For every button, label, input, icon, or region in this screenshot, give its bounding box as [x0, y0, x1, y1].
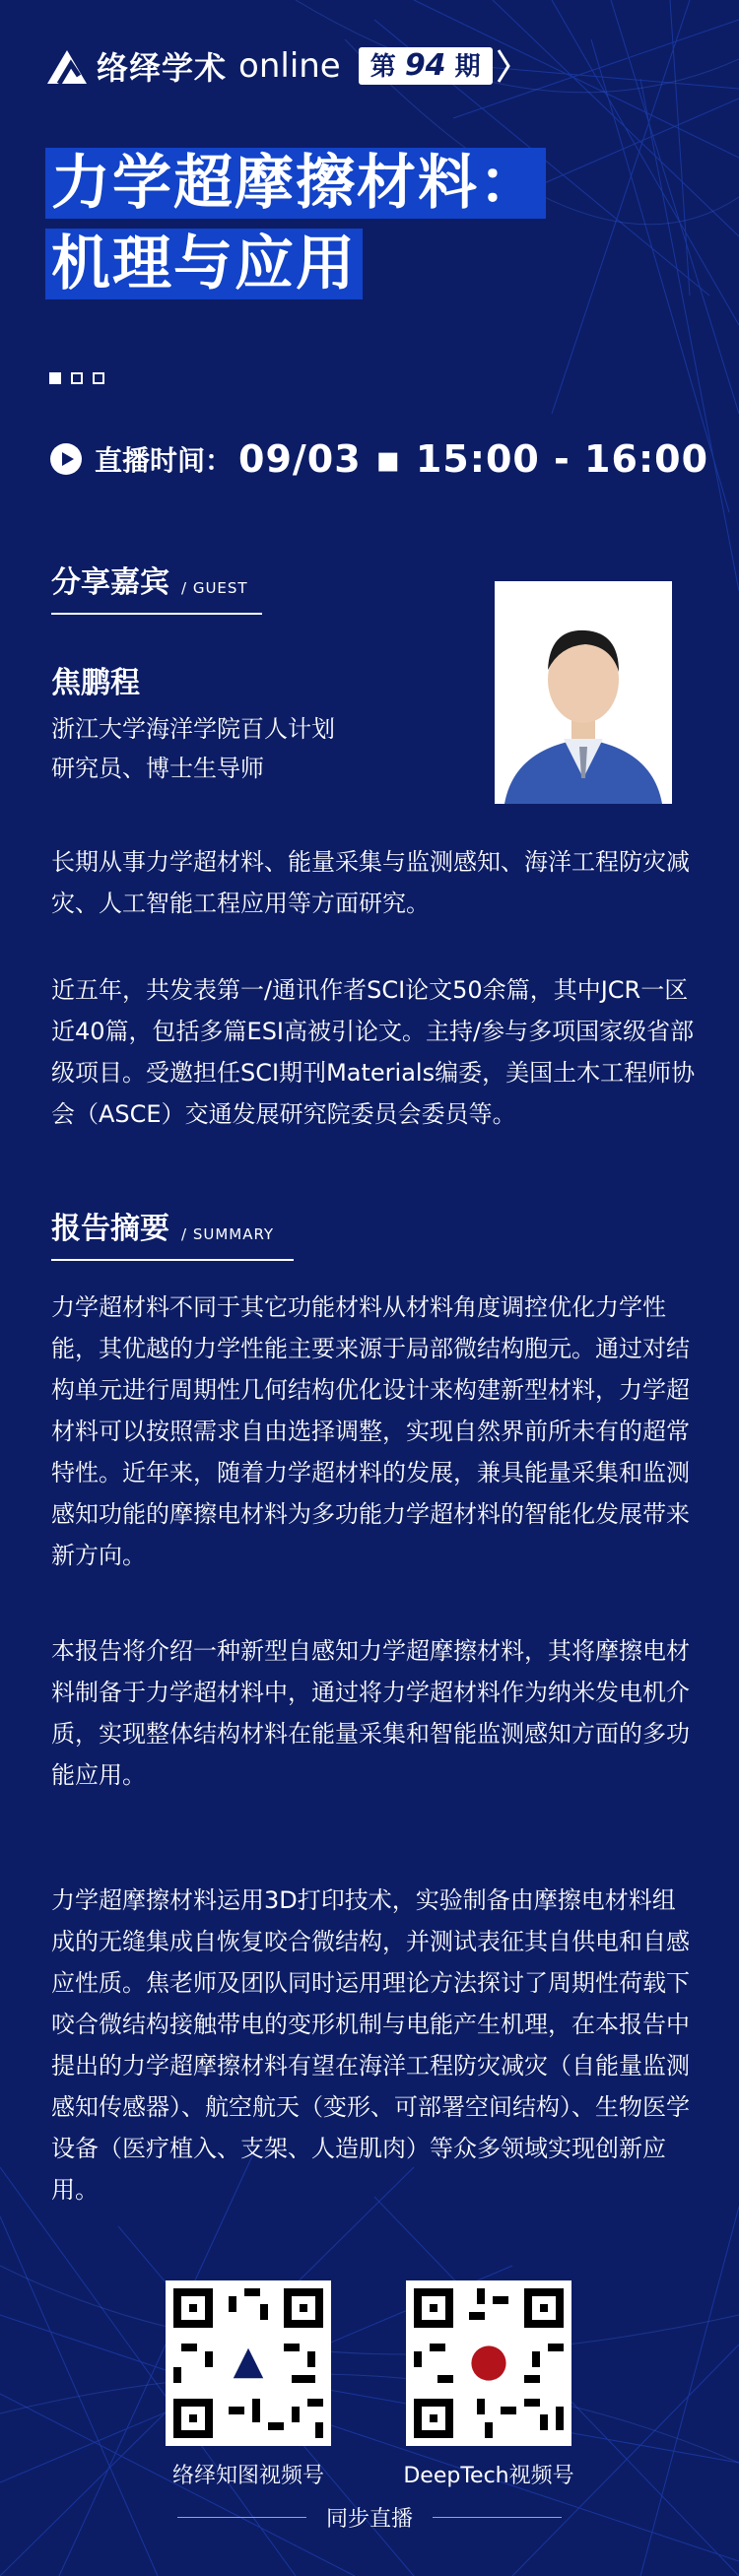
qr-code-pattern — [406, 2280, 571, 2446]
guest-section-title-en: / GUEST — [181, 579, 248, 597]
brand-logo-icon — [45, 46, 89, 86]
guest-affiliation-line1: 浙江大学海洋学院百人计划 — [51, 715, 335, 743]
issue-suffix: 期 — [454, 52, 481, 82]
brand-suffix: online — [238, 46, 341, 86]
guest-name: 焦鹏程 — [51, 666, 140, 700]
summary-paragraph-1: 力学超材料不同于其它功能材料从材料角度调控优化力学性能，其优越的力学性能主要来源于局部微结构胞元。通过对结构单元进行周期性几何结构优化设计来构建新型材料，力学超材料可以按照需求自由选择调整，实现自然界前所未有的超常特性。近年来，随着力学超材料的发展，兼具能量采集和监测感知功能的摩擦电材料为多功能力学超材料的智能化发展带来新方向。 — [51, 1293, 690, 1569]
play-icon — [49, 442, 83, 476]
dot-filled — [49, 372, 61, 384]
summary-paragraph-2: 本报告将介绍一种新型自感知力学超摩擦材料，其将摩擦电材料制备于力学超材料中，通过将力学超材料作为纳米发电机介质，实现整体结构材料在能量采集和智能监测感知方面的多功能应用。 — [51, 1637, 690, 1789]
live-time-value: 09/03 ▪ 15:00 - 16:00 — [238, 437, 709, 481]
guest-bio-paragraph-1: 长期从事力学超材料、能量采集与监测感知、海洋工程防灾减灾、人工智能工程应用等方面研究。 — [51, 848, 690, 917]
sync-live-label: 同步直播 — [326, 2507, 414, 2532]
event-title-line2: 机理与应用 — [45, 229, 363, 299]
issue-number: 94 — [404, 48, 446, 83]
summary-section-title: 报告摘要 — [51, 1212, 169, 1246]
decorative-dots — [49, 372, 104, 384]
summary-paragraph-3: 力学超摩擦材料运用3D打印技术，实验制备由摩擦电材料组成的无缝集成自恢复咬合微结构，并测试表征其自供电和自感应性质。焦老师及团队同时运用理论方法探讨了周期性荷载下咬合微结构接触带电的变形机制与电能产生机理，在本报告中提出的力学超摩擦材料有望在海洋工程防灾减灾（自能量监测感知传感器）、航空航天（变形、可部署空间结构）、生物医学设备（医疗植入、支架、人造肌肉）等众多领域实现创新应用。 — [51, 1886, 690, 2204]
guest-affiliation — [51, 709, 335, 788]
issue-prefix: 第 — [370, 52, 396, 82]
qr-label-luoyi: 络绎知图视频号 — [171, 2464, 324, 2488]
dot-hollow — [93, 372, 104, 384]
guest-affiliation-line2: 研究员、博士生导师 — [51, 755, 264, 782]
summary-section-heading — [51, 1204, 294, 1261]
guest-section-heading — [51, 558, 262, 615]
brand-name: 络绎学术 — [97, 49, 228, 87]
issue-badge — [359, 47, 510, 85]
qr-code-luoyi[interactable] — [166, 2280, 331, 2446]
event-title-line1: 力学超摩擦材料： — [45, 148, 546, 219]
chevron-right-icon — [497, 48, 510, 84]
qr-code-deeptech[interactable] — [406, 2280, 571, 2446]
guest-photo — [495, 581, 672, 804]
qr-code-pattern — [166, 2280, 331, 2446]
live-time-label: 直播时间： — [95, 444, 234, 477]
live-time-row — [49, 437, 708, 481]
sync-live-divider — [177, 2502, 562, 2533]
dot-hollow — [71, 372, 83, 384]
summary-section-title-en: / SUMMARY — [181, 1225, 275, 1243]
guest-bio-paragraph-2: 近五年，共发表第一/通讯作者SCI论文50余篇，其中JCR一区近40篇，包括多篇ESI高被引论文。主持/参与多项国家级省部级项目。受邀担任SCI期刊Materials编委，美国土木工程师协会（ASCE）交通发展研究院委员会委员等。 — [51, 976, 696, 1128]
qr-label-deeptech: DeepTech视频号 — [403, 2464, 574, 2488]
guest-portrait-image — [495, 581, 672, 804]
divider-line-right — [433, 2517, 562, 2518]
brand-header — [45, 43, 510, 89]
guest-section-title: 分享嘉宾 — [51, 565, 169, 600]
divider-line-left — [177, 2517, 306, 2518]
